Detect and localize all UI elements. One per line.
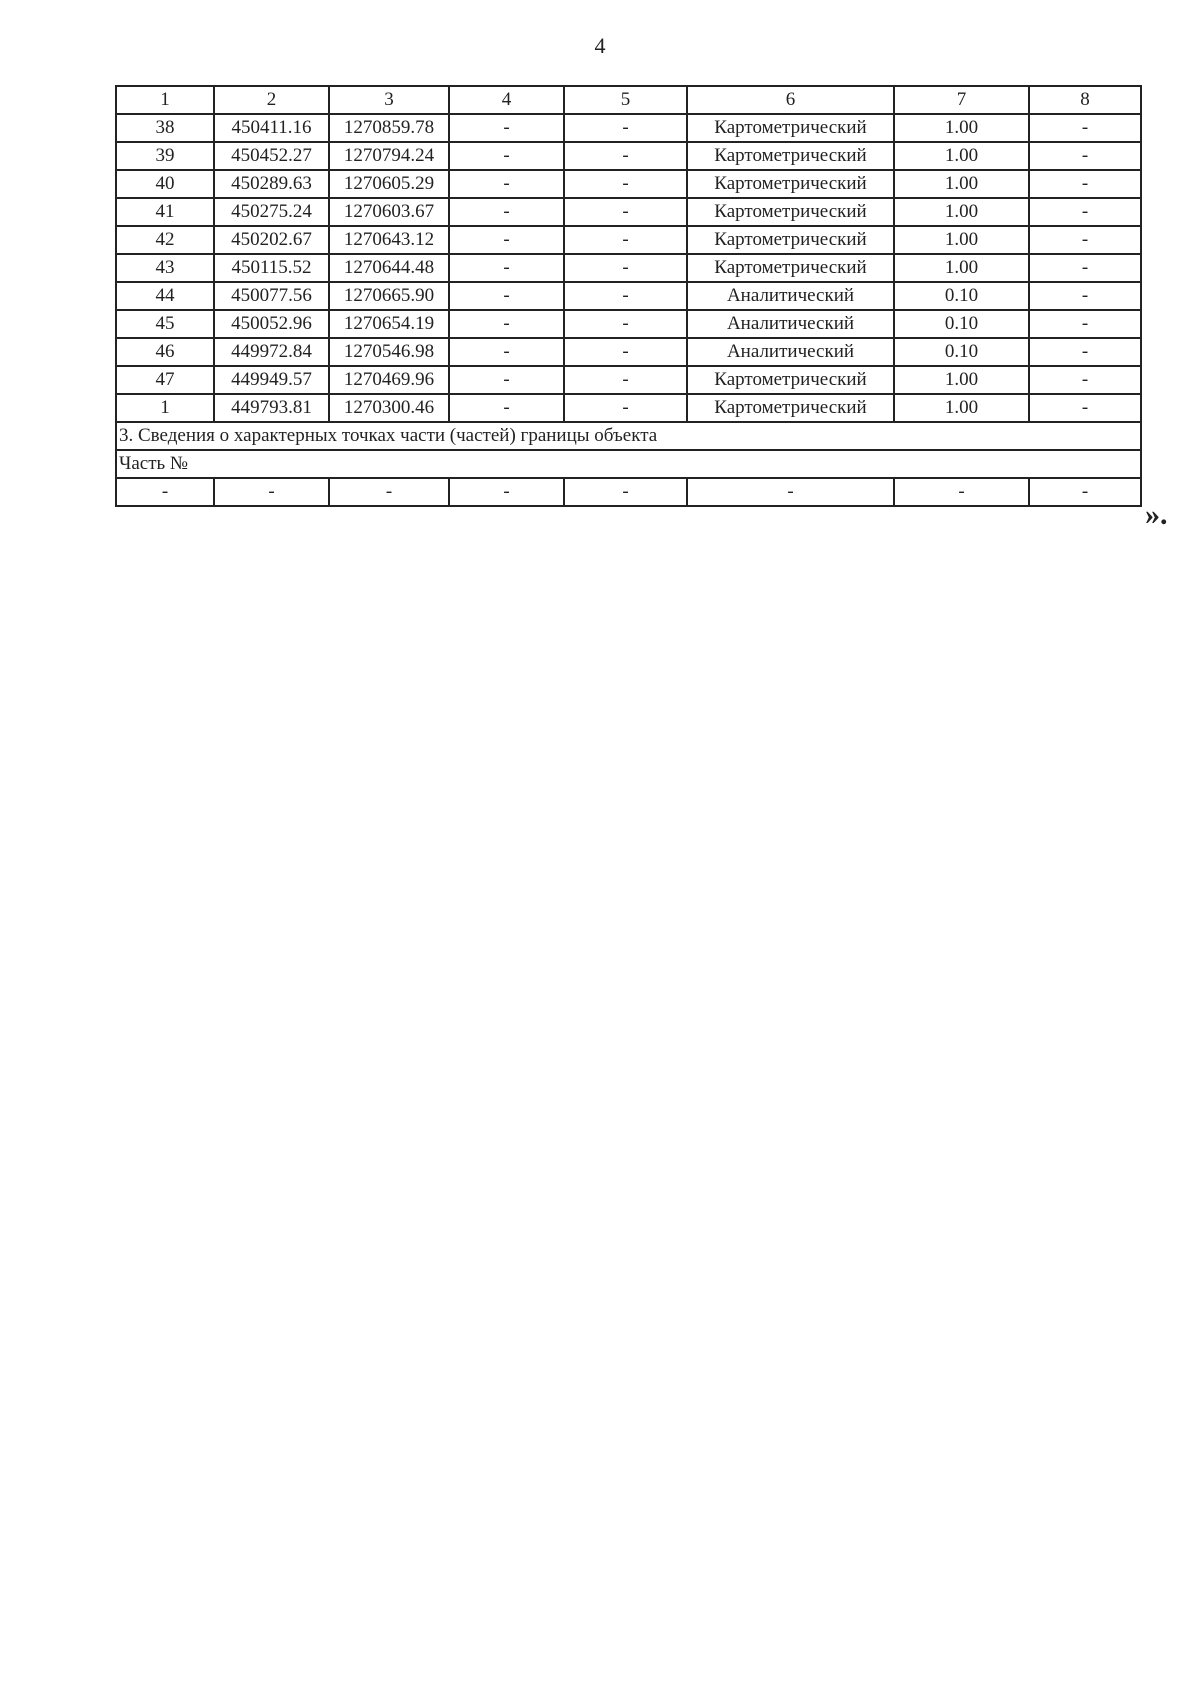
table-cell: - <box>1029 394 1141 422</box>
table-cell: Аналитический <box>687 282 894 310</box>
table-row <box>116 254 1141 282</box>
table-cell: - <box>1029 142 1141 170</box>
coordinates-table <box>115 85 1142 507</box>
column-header: 7 <box>894 86 1029 114</box>
table-cell: - <box>214 478 329 506</box>
table-cell: - <box>449 170 564 198</box>
table-cell: - <box>449 338 564 366</box>
table-cell: - <box>894 478 1029 506</box>
table-cell: 41 <box>116 198 214 226</box>
table-cell: 0.10 <box>894 282 1029 310</box>
table-cell: 1270644.48 <box>329 254 449 282</box>
table-cell: - <box>1029 114 1141 142</box>
table-cell: 1270859.78 <box>329 114 449 142</box>
table-cell: - <box>116 478 214 506</box>
table-cell: - <box>1029 254 1141 282</box>
table-cell: - <box>329 478 449 506</box>
table-cell: 1270794.24 <box>329 142 449 170</box>
table-cell: 46 <box>116 338 214 366</box>
table-cell: - <box>1029 478 1141 506</box>
table-cell: 449793.81 <box>214 394 329 422</box>
table-cell: 1270643.12 <box>329 226 449 254</box>
table-cell: 0.10 <box>894 338 1029 366</box>
table-cell: - <box>564 366 687 394</box>
table-cell: Картометрический <box>687 114 894 142</box>
table-cell: Картометрический <box>687 142 894 170</box>
table-cell: - <box>564 282 687 310</box>
table-cell: 1.00 <box>894 226 1029 254</box>
table-cell: - <box>564 226 687 254</box>
section-title: 3. Сведения о характерных точках части (частей) границы объекта <box>116 422 1141 450</box>
table-cell: - <box>449 282 564 310</box>
table-cell: - <box>1029 198 1141 226</box>
column-header: 5 <box>564 86 687 114</box>
part-label: Часть № <box>116 450 1141 478</box>
table-cell: - <box>449 366 564 394</box>
table-cell: 1.00 <box>894 254 1029 282</box>
table-cell: - <box>449 226 564 254</box>
table-cell: Аналитический <box>687 310 894 338</box>
table-cell: 1270469.96 <box>329 366 449 394</box>
table-row <box>116 198 1141 226</box>
table-cell: - <box>449 394 564 422</box>
column-header: 1 <box>116 86 214 114</box>
table-body <box>116 86 1141 506</box>
table-cell: Картометрический <box>687 226 894 254</box>
part-label-row <box>116 450 1141 478</box>
table-cell: 449972.84 <box>214 338 329 366</box>
table-cell: - <box>564 198 687 226</box>
table-row <box>116 366 1141 394</box>
table-cell: 40 <box>116 170 214 198</box>
table-cell: 39 <box>116 142 214 170</box>
table-cell: Аналитический <box>687 338 894 366</box>
table-cell: 1.00 <box>894 394 1029 422</box>
table-cell: - <box>1029 170 1141 198</box>
table-cell: 1.00 <box>894 170 1029 198</box>
table-cell: - <box>449 254 564 282</box>
column-header: 2 <box>214 86 329 114</box>
table-cell: 450052.96 <box>214 310 329 338</box>
table-cell: - <box>449 198 564 226</box>
table-cell: Картометрический <box>687 394 894 422</box>
table-row <box>116 310 1141 338</box>
column-header: 8 <box>1029 86 1141 114</box>
table-cell: 450115.52 <box>214 254 329 282</box>
table-cell: 1270300.46 <box>329 394 449 422</box>
table-cell: - <box>1029 226 1141 254</box>
table-cell: Картометрический <box>687 170 894 198</box>
table-cell: - <box>1029 310 1141 338</box>
column-header: 3 <box>329 86 449 114</box>
table-cell: 450077.56 <box>214 282 329 310</box>
table-cell: 1.00 <box>894 114 1029 142</box>
table-cell: - <box>564 338 687 366</box>
table-cell: - <box>687 478 894 506</box>
column-header: 6 <box>687 86 894 114</box>
table-cell: - <box>1029 282 1141 310</box>
table-cell: 450411.16 <box>214 114 329 142</box>
table-cell: - <box>564 170 687 198</box>
table-cell: 1270605.29 <box>329 170 449 198</box>
table-cell: Картометрический <box>687 366 894 394</box>
table-cell: 1.00 <box>894 142 1029 170</box>
table-cell: - <box>564 254 687 282</box>
table-cell: 45 <box>116 310 214 338</box>
table-row <box>116 226 1141 254</box>
table-cell: - <box>564 142 687 170</box>
table-cell: 1270665.90 <box>329 282 449 310</box>
table-cell: - <box>564 310 687 338</box>
table-cell: - <box>564 478 687 506</box>
section-title-row <box>116 422 1141 450</box>
table-row <box>116 170 1141 198</box>
table-row <box>116 394 1141 422</box>
table-cell: - <box>1029 338 1141 366</box>
table-cell: Картометрический <box>687 254 894 282</box>
table-row <box>116 338 1141 366</box>
table-cell: 450289.63 <box>214 170 329 198</box>
page-number: 4 <box>594 33 606 58</box>
table-cell: 449949.57 <box>214 366 329 394</box>
table-cell: 1 <box>116 394 214 422</box>
table-row <box>116 142 1141 170</box>
closing-quote-mark: ». <box>1145 498 1168 531</box>
column-header: 4 <box>449 86 564 114</box>
table-cell: 1.00 <box>894 198 1029 226</box>
table-cell: - <box>449 142 564 170</box>
table-cell: 44 <box>116 282 214 310</box>
table-cell: 1270546.98 <box>329 338 449 366</box>
table-cell: 450452.27 <box>214 142 329 170</box>
table-cell: Картометрический <box>687 198 894 226</box>
table-cell: 1270654.19 <box>329 310 449 338</box>
table-cell: 0.10 <box>894 310 1029 338</box>
table-cell: 1.00 <box>894 366 1029 394</box>
table-row <box>116 114 1141 142</box>
table-cell: 47 <box>116 366 214 394</box>
table-cell: - <box>449 478 564 506</box>
table-cell: - <box>1029 366 1141 394</box>
table-cell: - <box>449 310 564 338</box>
table-cell: 38 <box>116 114 214 142</box>
table-cell: 42 <box>116 226 214 254</box>
table-cell: 43 <box>116 254 214 282</box>
table-cell: 1270603.67 <box>329 198 449 226</box>
table-row <box>116 282 1141 310</box>
table-cell: - <box>449 114 564 142</box>
empty-part-row <box>116 478 1141 506</box>
table-header-row <box>116 86 1141 114</box>
table-cell: 450275.24 <box>214 198 329 226</box>
table-cell: 450202.67 <box>214 226 329 254</box>
table-cell: - <box>564 394 687 422</box>
table-cell: - <box>564 114 687 142</box>
